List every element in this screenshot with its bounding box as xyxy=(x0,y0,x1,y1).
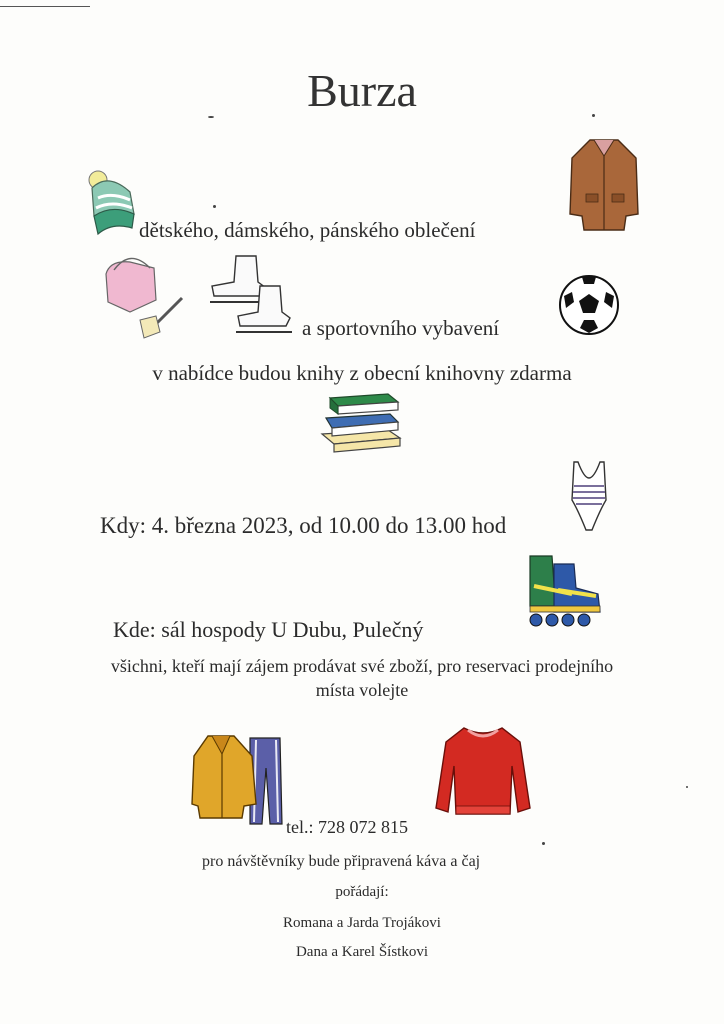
inline-skates-icon xyxy=(524,550,604,630)
books-icon xyxy=(318,388,404,454)
speck xyxy=(592,114,595,117)
sand-bucket-icon xyxy=(100,254,192,340)
phone-number: tel.: 728 072 815 xyxy=(286,817,408,837)
jacket-pants-icon xyxy=(190,728,286,826)
organizer-name: Romana a Jarda Trojákovi xyxy=(283,915,441,931)
organizers-label: pořádají: xyxy=(335,884,389,900)
organizer-name: Dana a Karel Šístkovi xyxy=(295,944,429,960)
speck xyxy=(208,116,214,118)
scan-edge-line xyxy=(0,6,90,7)
swimsuit-icon xyxy=(566,460,612,532)
seller-info-line1: všichni, kteří mají zájem prodávat své zboží, pro reservaci prodejního xyxy=(110,656,614,676)
sweater-icon xyxy=(434,722,532,822)
speck xyxy=(686,786,688,788)
soccer-ball-icon xyxy=(558,274,620,336)
ice-skates-icon xyxy=(204,252,296,334)
event-venue: Kde: sál hospody U Dubu, Pulečný xyxy=(113,617,424,642)
seller-info-line2: místa volejte xyxy=(315,680,409,700)
speck xyxy=(542,842,545,845)
line-sports: a sportovního vybavení xyxy=(302,316,500,340)
coat-icon xyxy=(566,134,642,234)
line-clothing: dětského, dámského, pánského oblečení xyxy=(139,218,476,242)
coffee-note: pro návštěvníky bude připravená káva a čaj xyxy=(202,853,481,870)
knit-hat-icon xyxy=(82,168,140,238)
line-books: v nabídce budou knihy z obecní knihovny zdarma xyxy=(152,361,572,385)
event-date: Kdy: 4. března 2023, od 10.00 do 13.00 hod xyxy=(100,513,507,538)
speck xyxy=(213,205,216,208)
page-title: Burza xyxy=(307,65,417,116)
